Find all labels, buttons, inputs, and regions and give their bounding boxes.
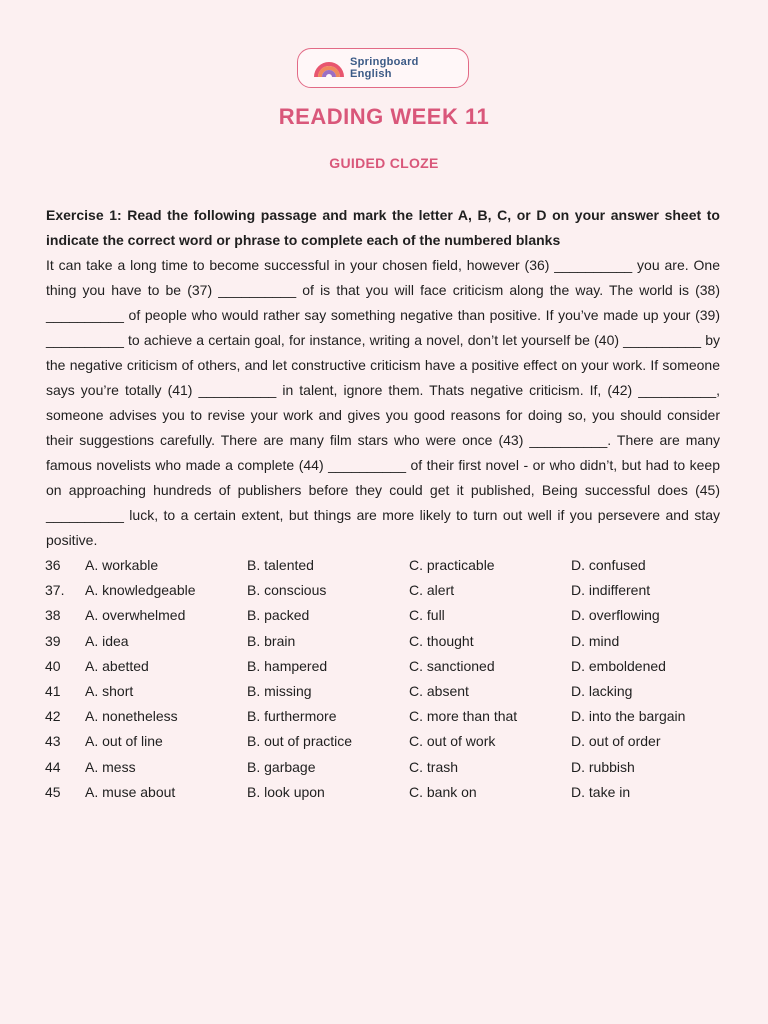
option-a: A. workable: [85, 557, 159, 574]
option-b: B. brain: [247, 632, 296, 649]
question-row: [45, 578, 685, 603]
exercise-instruction: Exercise 1: Read the following passage and mark the letter A, B, C, or D on your answer sheet to indicate the correct word or phrase to complete each of the numbered blanks: [46, 207, 720, 248]
option-d: D. rubbish: [571, 758, 635, 775]
question-row: [45, 679, 685, 704]
option-b: B. hampered: [247, 657, 328, 674]
answer-options-table: [45, 553, 685, 805]
question-number: 39: [45, 632, 61, 649]
question-number: 44: [45, 758, 61, 775]
option-a: A. abetted: [85, 657, 149, 674]
question-number: 37.: [45, 582, 65, 599]
page-subtitle: GUIDED CLOZE: [329, 155, 439, 171]
option-d: D. mind: [571, 632, 620, 649]
option-c: C. sanctioned: [409, 657, 495, 674]
option-d: D. indifferent: [571, 582, 651, 599]
option-c: C. bank on: [409, 783, 477, 800]
option-b: B. talented: [247, 557, 314, 574]
option-d: D. out of order: [571, 733, 661, 750]
question-number: 45: [45, 783, 61, 800]
option-a: A. mess: [85, 758, 136, 775]
option-b: B. packed: [247, 607, 310, 624]
option-c: C. alert: [409, 582, 455, 599]
option-a: A. short: [85, 683, 134, 700]
question-number: 41: [45, 683, 61, 700]
option-c: C. trash: [409, 758, 459, 775]
option-b: B. look upon: [247, 783, 325, 800]
cloze-passage: It can take a long time to become successful in your chosen field, however (36) __________ you are. One thing you have to be (37) __________ of is that you will face criticism along the way. The world is (38) __________ of people who would rather say something negative than positive. If you’ve made up your (39) __________ to achieve a certain goal, for instance, writing a novel, don’t let yourself be (40) __________ by the negative criticism of others, and let constructive criticism have a positive effect on your work. If someone says you’re totally (41) __________ in talent, ignore them. Thats negative criticism. If, (42) __________, someone advises you to revise your work and gives you good reasons for doing so, you should consider their suggestions carefully. There are many film stars who were once (43) __________. There are many famous novelists who made a complete (44) __________ of their first novel - or who didn’t, but had to keep on approaching hundreds of publishers before they could get it published, Being successful does (45) __________ luck, to a certain extent, but things are more likely to turn out well if you persevere and stay positive.: [46, 257, 720, 548]
option-c: C. more than that: [409, 708, 518, 725]
option-b: B. garbage: [247, 758, 316, 775]
rainbow-logo-icon: [314, 59, 344, 77]
question-row: [45, 755, 685, 780]
question-row: [45, 553, 685, 578]
option-d: D. take in: [571, 783, 631, 800]
question-row: [45, 704, 685, 729]
option-c: C. full: [409, 607, 445, 624]
question-number: 43: [45, 733, 61, 750]
option-a: A. idea: [85, 632, 129, 649]
option-a: A. out of line: [85, 733, 163, 750]
option-b: B. conscious: [247, 582, 327, 599]
question-row: [45, 729, 685, 754]
option-c: C. out of work: [409, 733, 496, 750]
option-a: A. muse about: [85, 783, 176, 800]
option-d: D. confused: [571, 557, 646, 574]
option-c: C. thought: [409, 632, 474, 649]
option-a: A. overwhelmed: [85, 607, 186, 624]
logo-line-1: Springboard: [350, 56, 419, 68]
page-title: READING WEEK 11: [278, 104, 490, 129]
question-row: [45, 603, 685, 628]
option-c: C. practicable: [409, 557, 495, 574]
option-b: B. furthermore: [247, 708, 337, 725]
option-d: D. into the bargain: [571, 708, 686, 725]
exercise-content: [46, 203, 720, 805]
option-b: B. out of practice: [247, 733, 353, 750]
question-row: [45, 629, 685, 654]
question-number: 42: [45, 708, 61, 725]
question-number: 36: [45, 557, 61, 574]
question-number: 40: [45, 657, 61, 674]
question-row: [45, 780, 685, 805]
option-d: D. lacking: [571, 683, 633, 700]
option-a: A. knowledgeable: [85, 582, 196, 599]
option-b: B. missing: [247, 683, 312, 700]
option-d: D. overflowing: [571, 607, 660, 624]
option-c: C. absent: [409, 683, 469, 700]
option-d: D. emboldened: [571, 657, 666, 674]
brand-logo: [297, 48, 469, 88]
question-number: 38: [45, 607, 61, 624]
logo-text: [350, 56, 419, 80]
question-row: [45, 654, 685, 679]
option-a: A. nonetheless: [85, 708, 178, 725]
logo-line-2: English: [350, 68, 392, 80]
